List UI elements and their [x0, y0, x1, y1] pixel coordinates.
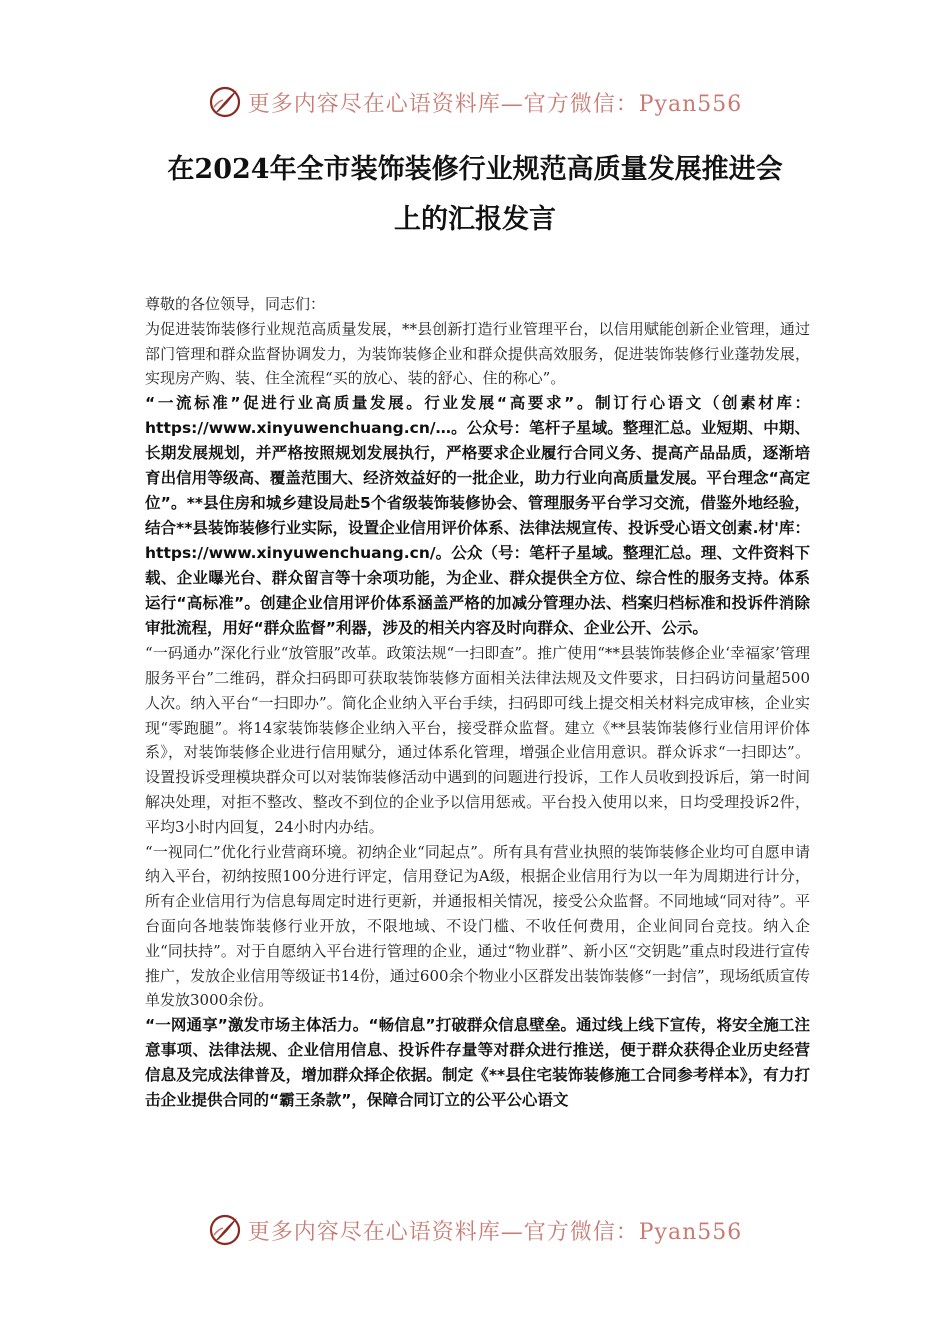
quill-logo-icon	[208, 85, 242, 119]
paragraph-one-code: “一码通办”深化行业“放管服”改革。政策法规“一扫即查”。推广使用“**县装饰装修企业‘幸福家’管理服务平台”二维码，群众扫码即可获取装饰装修方面相关法律法规及文件要求，日扫码访问量超500人次。纳入平台“一扫即办”。简化企业纳入平台手续，扫码即可线上提交相关材料完成审核，企业实现“零跑腿”。将14家装饰装修企业纳入平台，接受群众监督。建立《**县装饰装修行业信用评价体系》，对装饰装修企业进行信用赋分，通过体系化管理，增强企业信用意识。群众诉求“一扫即达”。设置投诉受理模块群众可以对装饰装修活动中遇到的问题进行投诉，工作人员收到投诉后，第一时间解决处理，对拒不整改、整改不到位的企业予以信用惩戒。平台投入使用以来，日均受理投诉2件，平均3小时内回复，24小时内办结。	[145, 644, 810, 836]
paragraph-standards: “一流标准”促进行业高质量发展。行业发展“高要求”。制订行心语文（创素材库：https://www.xinyuwenchuang.cn/…。公众号：笔杆子星域。整理汇总。业短期、中期、长期发展规划，并严格按照规划发展执行，严格要求企业履行合同义务、提高产品品质，逐渐培育出信用等级高、覆盖范围大、经济效益好的一批企业，助力行业向高质量发展。平台理念“高定位”。**县住房和城乡建设局赴5个省级装饰装修协会、管理服务平台学习交流，借鉴外地经验，结合**县装饰装修行业实际，设置企业信用评价体系、法律法规宣传、投诉受心语文创素.材'库：https://www.xinyuwenchuang.cn/。公众（号：笔杆子星域。整理汇总。理、文件资料下载、企业曝光台、群众留言等十余项功能，为企业、群众提供全方位、综合性的服务支持。体系运行“高标准”。创建企业信用评价体系涵盖严格的加减分管理办法、档案归档标准和投诉件消除审批流程，用好“群众监督”利器，涉及的相关内容及时向群众、企业公开、公示。	[145, 394, 810, 638]
paragraph-intro: 为促进装饰装修行业规范高质量发展，**县创新打造行业管理平台，以信用赋能创新企业管理，通过部门管理和群众监督协调发力，为装饰装修企业和群众提供高效服务，促进装饰装修行业蓬勃发展，实现房产购、装、住全流程“买的放心、装的舒心、住的称心”。	[145, 319, 810, 388]
footer-watermark-banner	[0, 1208, 950, 1252]
title-line-1: 在2024年全市装饰装修行业规范高质量发展推进会	[167, 154, 783, 185]
quill-logo-icon	[208, 1213, 242, 1247]
paragraph-equal-treatment: “一视同仁”优化行业营商环境。初纳企业“同起点”。所有具有营业执照的装饰装修企业均可自愿申请纳入平台，初纳按照100分进行评定，信用登记为A级，根据企业信用行为以一年为周期进行计分，所有企业信用行为信息每周定时进行更新，并通报相关情况，接受公众监督。不同地域“同对待”。平台面向各地装饰装修行业开放，不限地域、不设门槛、不收任何费用，企业间同台竞技。纳入企业“同扶持”。对于自愿纳入平台进行管理的企业，通过“物业群”、新小区“交钥匙”重点时段进行宣传推广，发放企业信用等级证书14份，通过600余个物业小区群发出装饰装修“一封信”，现场纸质宣传单发放3000余份。	[145, 842, 810, 1010]
greeting: 尊敬的各位领导，同志们：	[145, 295, 326, 313]
document-title	[120, 145, 830, 245]
document-body	[145, 292, 810, 1113]
paragraph-one-network: “一网通享”激发市场主体活力。“畅信息”打破群众信息壁垒。通过线上线下宣传，将安全施工注意事项、法律法规、企业信用信息、投诉件存量等对群众进行推送，便于群众获得企业历史经营信息及完成法律普及，增加群众择企依据。制定《**县住宅装饰装修施工合同参考样本》，有力打击企业提供合同的“霸王条款”，保障合同订立的公平公心语文	[145, 1016, 810, 1110]
title-line-2: 上的汇报发言	[394, 204, 556, 235]
header-watermark-banner	[0, 80, 950, 124]
banner-text: 更多内容尽在心语资料库—官方微信：Pyan556	[247, 91, 743, 117]
banner-text: 更多内容尽在心语资料库—官方微信：Pyan556	[247, 1219, 743, 1245]
